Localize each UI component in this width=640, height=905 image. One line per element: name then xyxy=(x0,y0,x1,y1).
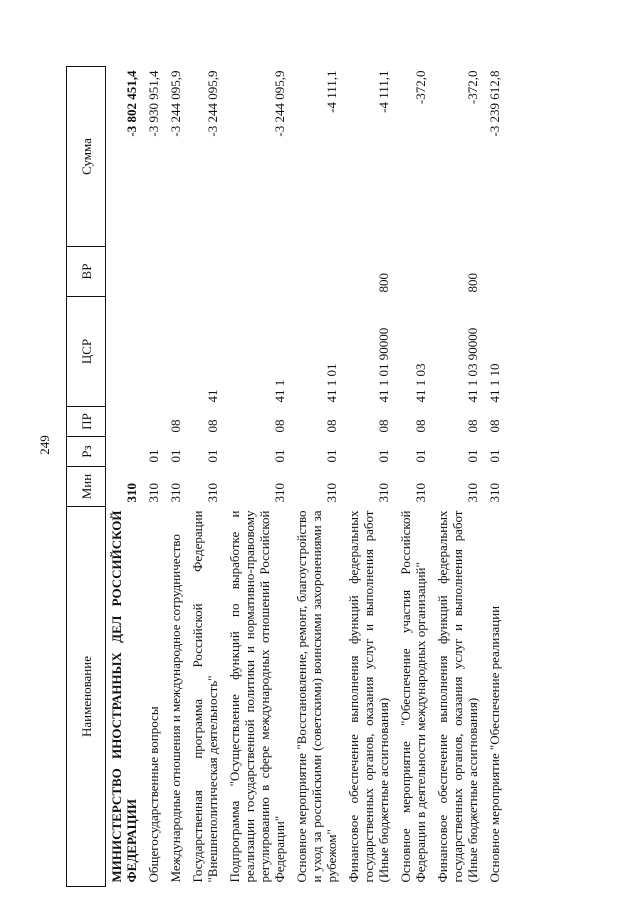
rotated-table-container xyxy=(66,67,586,887)
row-name: Подпрограмма "Осуществление функций по выработке и реализации государственной политики и нормативно-правовому регулированию в сфере международных отношений Российской Федерации" xyxy=(227,510,287,883)
row-rz: 01 xyxy=(272,449,287,463)
table-row xyxy=(224,67,291,887)
row-rz: 01 xyxy=(168,449,183,463)
row-name: Финансовое обеспечение выполнения функций федеральных государственных органов, оказания услуг и выполнения работ (Иные бюджетные ассигнования) xyxy=(346,510,391,883)
row-sum: -4 111,1 xyxy=(324,70,339,113)
row-rz: 01 xyxy=(205,449,220,463)
row-sum: -3 239 612,8 xyxy=(487,70,502,137)
row-vr xyxy=(395,247,432,297)
row-csr: 41 1 xyxy=(272,379,287,403)
row-name: Основное мероприятие "Восстановление, ремонт, благоустройство и уход за российскими (советскими) воинскими захоронениями за рубежом" xyxy=(294,510,339,883)
row-rz: 01 xyxy=(487,449,502,463)
table-row xyxy=(395,67,432,887)
table-row xyxy=(432,67,484,887)
row-rz: 01 xyxy=(413,449,428,463)
row-sum: -3 930 951,4 xyxy=(146,70,161,137)
table-row xyxy=(343,67,395,887)
row-vr: 800 xyxy=(465,273,480,293)
row-pr: 08 xyxy=(376,419,391,433)
row-min: 310 xyxy=(487,483,502,503)
row-sum: -3 244 095,9 xyxy=(205,70,220,137)
table-row xyxy=(291,67,343,887)
row-csr xyxy=(106,297,144,407)
table-row xyxy=(187,67,224,887)
row-csr xyxy=(165,297,187,407)
header-pr: ПР xyxy=(67,407,106,437)
header-name: Наименование xyxy=(67,507,106,887)
row-min: 310 xyxy=(413,483,428,503)
row-csr: 41 1 03 90000 xyxy=(465,327,480,403)
row-pr xyxy=(106,407,144,437)
table-row xyxy=(165,67,187,887)
row-vr xyxy=(187,247,224,297)
row-vr xyxy=(106,247,144,297)
row-min: 310 xyxy=(324,483,339,503)
row-name: Государственная программа Российской Федерации "Внешнеполитическая деятельность" xyxy=(190,510,220,883)
budget-table xyxy=(66,66,506,887)
row-vr xyxy=(143,247,165,297)
row-pr xyxy=(143,407,165,437)
row-pr: 08 xyxy=(324,419,339,433)
row-sum: -4 111,1 xyxy=(376,70,391,113)
row-pr: 08 xyxy=(168,419,183,433)
row-min: 310 xyxy=(205,483,220,503)
row-pr: 08 xyxy=(272,419,287,433)
row-pr: 08 xyxy=(465,419,480,433)
header-rz: Рз xyxy=(67,437,106,467)
row-rz: 01 xyxy=(146,449,161,463)
row-min: 310 xyxy=(465,483,480,503)
table-row xyxy=(484,67,506,887)
row-name: Основное мероприятие "Обеспечение участия Российской Федерации в деятельности международных организаций" xyxy=(398,510,428,883)
row-pr: 08 xyxy=(205,419,220,433)
table-row xyxy=(143,67,165,887)
row-pr: 08 xyxy=(413,419,428,433)
header-min: Мин xyxy=(67,467,106,507)
row-min: 310 xyxy=(146,483,161,503)
header-sum: Сумма xyxy=(67,67,106,247)
row-rz: 01 xyxy=(465,449,480,463)
row-sum: -372,0 xyxy=(413,70,428,105)
page-number: 249 xyxy=(37,435,52,455)
row-rz: 01 xyxy=(376,449,391,463)
header-csr: ЦСР xyxy=(67,297,106,407)
row-min: 310 xyxy=(272,483,287,503)
row-csr: 41 1 01 xyxy=(324,363,339,403)
row-sum: -3 802 451,4 xyxy=(124,70,139,137)
row-name: Основное мероприятие "Обеспечение реализации xyxy=(487,605,502,883)
table-body xyxy=(106,67,507,887)
row-name: Финансовое обеспечение выполнения функций федеральных государственных органов, оказания услуг и выполнения работ (Иные бюджетные ассигнования) xyxy=(435,510,480,883)
row-name: МИНИСТЕРСТВО ИНОСТРАННЫХ ДЕЛ РОССИЙСКОЙ ФЕДЕРАЦИИ xyxy=(109,510,139,883)
row-csr: 41 1 10 xyxy=(487,363,502,403)
row-name: Международные отношения и международное сотрудничество xyxy=(168,534,183,883)
row-vr xyxy=(291,247,343,297)
row-vr xyxy=(484,247,506,297)
row-csr: 41 1 03 xyxy=(413,363,428,403)
row-csr: 41 1 01 90000 xyxy=(376,327,391,403)
row-vr xyxy=(224,247,291,297)
row-sum: -3 244 095,9 xyxy=(272,70,287,137)
row-rz: 01 xyxy=(324,449,339,463)
table-row xyxy=(106,67,144,887)
row-min: 310 xyxy=(168,483,183,503)
table-header-row xyxy=(67,67,106,887)
row-csr xyxy=(143,297,165,407)
row-min: 310 xyxy=(124,483,139,503)
row-sum: -3 244 095,9 xyxy=(168,70,183,137)
row-pr: 08 xyxy=(487,419,502,433)
row-vr: 800 xyxy=(376,273,391,293)
row-rz xyxy=(106,437,144,467)
header-vr: ВР xyxy=(67,247,106,297)
row-vr xyxy=(165,247,187,297)
row-min: 310 xyxy=(376,483,391,503)
row-name: Общегосударственные вопросы xyxy=(146,706,161,883)
row-sum: -372,0 xyxy=(465,70,480,105)
row-csr: 41 xyxy=(205,389,220,403)
